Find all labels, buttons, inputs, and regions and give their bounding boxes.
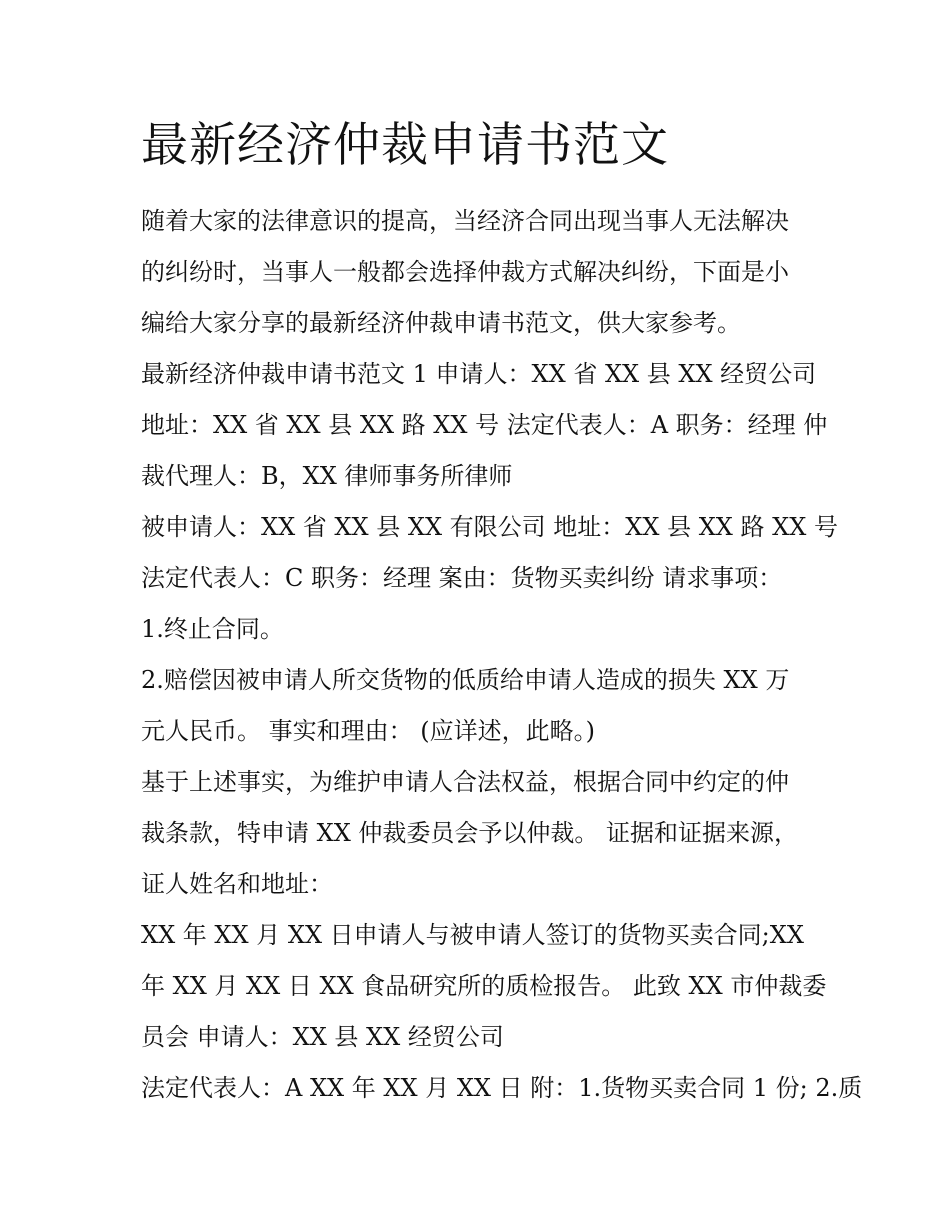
body-line: 2.赔偿因被申请人所交货物的低质给申请人造成的损失 XX 万 xyxy=(141,666,790,694)
body-line: 法定代表人：A XX 年 XX 月 XX 日 附：1.货物买卖合同 1 份; 2.质 xyxy=(141,1074,863,1102)
body-line: 编给大家分享的最新经济仲裁申请书范文，供大家参考。 xyxy=(141,309,741,337)
body-line: 最新经济仲裁申请书范文 1 申请人：XX 省 XX 县 XX 经贸公司 xyxy=(141,360,817,388)
body-line: 地址：XX 省 XX 县 XX 路 XX 号 法定代表人：A 职务：经理 仲 xyxy=(141,411,828,439)
document-title: 最新经济仲裁申请书范文 xyxy=(141,118,669,173)
body-line: 元人民币。 事实和理由： (应详述，此略。) xyxy=(141,717,595,745)
body-line: 被申请人：XX 省 XX 县 XX 有限公司 地址：XX 县 XX 路 XX 号 xyxy=(141,513,838,541)
document-body xyxy=(141,196,863,1114)
body-line: XX 年 XX 月 XX 日申请人与被申请人签订的货物买卖合同;XX xyxy=(141,921,804,949)
body-line: 裁代理人：B，XX 律师事务所律师 xyxy=(141,462,513,490)
body-line: 证人姓名和地址： xyxy=(141,870,333,898)
body-line: 随着大家的法律意识的提高，当经济合同出现当事人无法解决 xyxy=(141,207,789,235)
body-line: 员会 申请人：XX 县 XX 经贸公司 xyxy=(141,1023,504,1051)
body-line: 1.终止合同。 xyxy=(141,615,284,643)
body-line: 法定代表人：C 职务：经理 案由：货物买卖纠纷 请求事项： xyxy=(141,564,783,592)
body-line: 年 XX 月 XX 日 XX 食品研究所的质检报告。 此致 XX 市仲裁委 xyxy=(141,972,827,1000)
body-line: 裁条款，特申请 XX 仲裁委员会予以仲裁。 证据和证据来源， xyxy=(141,819,799,847)
body-line: 的纠纷时，当事人一般都会选择仲裁方式解决纠纷，下面是小 xyxy=(141,258,789,286)
body-line: 基于上述事实，为维护申请人合法权益，根据合同中约定的仲 xyxy=(141,768,789,796)
